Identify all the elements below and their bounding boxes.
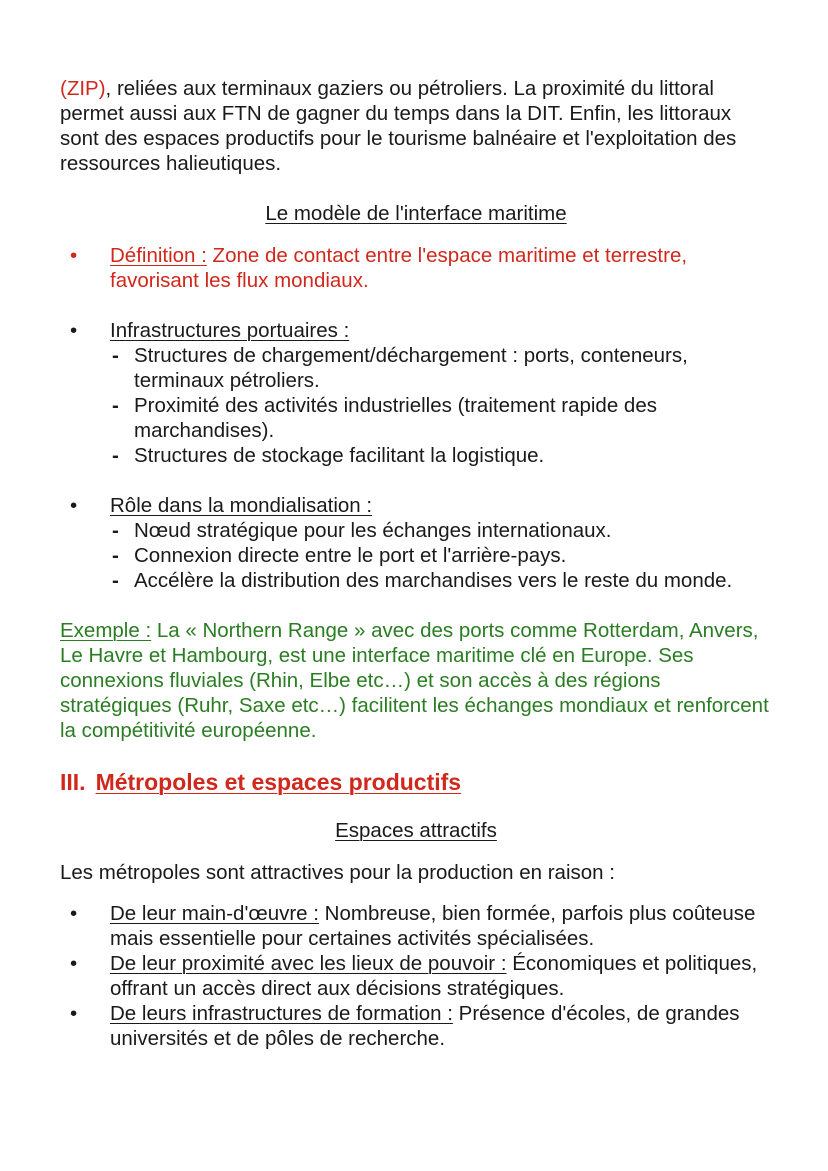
list-item: - Structures de chargement/déchargement : ports, conteneurs, terminaux pétroliers. (110, 343, 772, 393)
item-text: Présence d'écoles, de grandes universités et de pôles de recherche. (110, 1002, 740, 1050)
section-number: III. (60, 769, 86, 795)
document-page (60, 76, 772, 1051)
interface-title: Le modèle de l'interface maritime (265, 202, 567, 225)
role-label: Rôle dans la mondialisation : (110, 494, 373, 517)
section-intro: Les métropoles sont attractives pour la production en raison : (60, 861, 615, 884)
infrastructure-sublist (110, 343, 772, 468)
list-item (60, 951, 772, 1001)
item-label: De leur proximité avec les lieux de pouvoir : (110, 952, 507, 975)
list-item: - Nœud stratégique pour les échanges internationaux. (110, 518, 772, 543)
infrastructure-list (60, 318, 772, 468)
item-label: De leurs infrastructures de formation : (110, 1002, 453, 1025)
section-heading (60, 770, 772, 795)
example-paragraph (60, 618, 772, 743)
section-title: Métropoles et espaces productifs (95, 769, 462, 795)
item-label: De leur main-d'œuvre : (110, 902, 319, 925)
list-item (60, 901, 772, 951)
infrastructure-label: Infrastructures portuaires : (110, 319, 350, 342)
item-text: Nombreuse, bien formée, parfois plus coûteuse mais essentielle pour certaines activités spécialisées. (110, 902, 756, 950)
section-subtitle: Espaces attractifs (335, 819, 497, 842)
definition-label: Définition : (110, 244, 207, 267)
zip-abbreviation: (ZIP) (60, 77, 106, 100)
role-item (60, 493, 772, 593)
intro-paragraph (60, 76, 772, 176)
infrastructure-item (60, 318, 772, 468)
list-item: - Accélère la distribution des marchandises vers le reste du monde. (110, 568, 772, 593)
list-item: - Structures de stockage facilitant la logistique. (110, 443, 772, 468)
definition-text: Zone de contact entre l'espace maritime et terrestre, favorisant les flux mondiaux. (110, 244, 688, 292)
list-item (60, 1001, 772, 1051)
attractiveness-list (60, 901, 772, 1051)
list-item: - Proximité des activités industrielles (traitement rapide des marchandises). (110, 393, 772, 443)
list-item: - Connexion directe entre le port et l'arrière-pays. (110, 543, 772, 568)
role-sublist (110, 518, 772, 593)
role-list (60, 493, 772, 593)
example-label: Exemple : (60, 619, 152, 642)
intro-text: , reliées aux terminaux gaziers ou pétroliers. La proximité du littoral permet aussi aux FTN de gagner du temps dans la DIT. Enfin, les littoraux sont des espaces productifs pour le tourisme balnéaire et l'exploitation des ressources halieutiques. (60, 77, 737, 175)
item-text: Économiques et politiques, offrant un accès direct aux décisions stratégiques. (110, 952, 758, 1000)
definition-list (60, 243, 772, 293)
example-text: La « Northern Range » avec des ports comme Rotterdam, Anvers, Le Havre et Hambourg, est une interface maritime clé en Europe. Ses connexions fluviales (Rhin, Elbe etc…) et son accès à des régions stratégiques (Ruhr, Saxe etc…) facilitent les échanges mondiaux et renforcent la compétitivité européenne. (60, 619, 769, 742)
definition-item (60, 243, 772, 293)
